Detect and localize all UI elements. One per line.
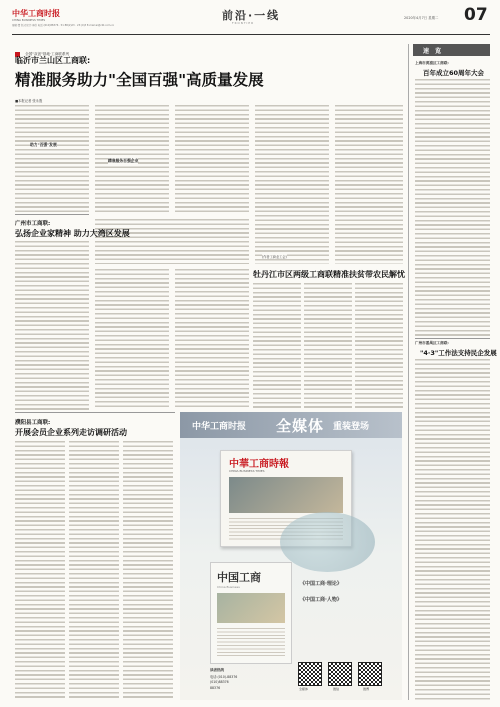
story-a-body-1 <box>15 104 89 214</box>
promo-site-mock <box>210 562 292 664</box>
story-b-body-3 <box>175 268 249 410</box>
story-d-body-1 <box>253 282 301 410</box>
story-a-subhead-2: 精准服务百强企业 <box>108 158 139 163</box>
story-b-headline: 弘扬企业家精神 助力大湾区发展 <box>15 229 130 238</box>
story-d-headline: 牡丹江市区两级工商联精准扶贫带农民解忧 <box>253 270 405 279</box>
contact-line: 编辑:曹 版式设计:李欣 电话:(010)88376 · 51:88(2)23 · 23:(0)3 E-mail:ai@cbt.com.cn <box>12 24 115 27</box>
series-kicker <box>15 44 115 56</box>
story-a-dateline: 临沂市兰山区工商联: <box>15 56 91 65</box>
promo-hotline-label: 读者热线 <box>210 668 224 672</box>
story-a-body-3 <box>175 104 249 214</box>
qr-code-3 <box>358 662 382 686</box>
page-number: 07 <box>464 5 488 25</box>
qr-code-2 <box>328 662 352 686</box>
story-a-byline: ■本报记者 张永胜 <box>15 99 43 103</box>
promo-tagline-1: 《中国工商·理论》 <box>300 581 342 587</box>
promo-tagline-2: 《中国工商·人物》 <box>300 597 342 603</box>
promo-paper-en: CHINA BUSINESS TIMES <box>229 469 265 473</box>
promo-ad <box>180 412 402 700</box>
story-d-body-2 <box>304 282 352 410</box>
promo-graphic-circle <box>280 512 375 572</box>
story-a-body-4 <box>255 104 329 264</box>
story-c-headline: 开展会员企业系列走访调研活动 <box>15 428 127 437</box>
masthead <box>12 6 490 36</box>
sidebar-divider-2 <box>415 338 490 339</box>
story-a-headline: 精准服务助力"全国百强"高质量发展 <box>15 71 264 89</box>
qr-label-2: 微信 <box>333 687 340 691</box>
sidebar-item-1-title: 百年成立60周年大会 <box>423 69 485 77</box>
qr-code-1 <box>298 662 322 686</box>
promo-paper-photo <box>229 477 343 513</box>
story-b-body <box>15 240 89 410</box>
sidebar-header <box>413 44 490 56</box>
divider-2 <box>15 412 175 413</box>
paper-name: 中华工商时报 <box>12 9 60 18</box>
divider-1 <box>15 214 89 215</box>
sidebar-item-2-body <box>415 358 490 700</box>
sidebar-title: 速 览 <box>423 48 444 55</box>
story-b-body-2 <box>95 268 169 410</box>
story-d-caption: (作者工商业工会) <box>262 255 287 259</box>
masthead-divider <box>12 34 490 35</box>
sidebar-divider <box>408 44 409 700</box>
qr-label-3: 微博 <box>363 687 370 691</box>
promo-phone-2: (010)88376 <box>210 680 229 684</box>
story-a-body-5 <box>335 104 403 264</box>
promo-site-lines <box>217 627 285 657</box>
promo-site-en: China Business <box>217 585 240 589</box>
promo-banner-suffix: 重装登场 <box>333 422 370 432</box>
kicker-text: 全国"双创"基地·工商联系列 <box>25 52 70 56</box>
story-c-body-3 <box>123 440 173 700</box>
sidebar-item-1-body <box>415 78 490 336</box>
story-c-body-1 <box>15 440 65 700</box>
promo-site-title: 中国工商 <box>217 571 261 584</box>
story-a-body-6 <box>95 218 249 264</box>
story-a-subhead-1: 助力"百强"发展 <box>30 142 57 147</box>
section-name: 前沿·一线 <box>222 9 281 22</box>
promo-banner-title: 中华工商时报 <box>192 422 247 432</box>
story-b-dateline: 广州市工商联: <box>15 221 51 227</box>
story-c-body-2 <box>69 440 119 700</box>
sidebar-item-2-title: "4·3"工作法支持民企发展 <box>420 349 497 357</box>
date-line: 2020年4月7日 星期二 <box>404 16 439 20</box>
promo-banner-highlight: 全媒体 <box>276 417 325 435</box>
sidebar-item-1-label: 上海市黄浦区工商联: <box>415 61 449 65</box>
promo-site-photo <box>217 593 285 623</box>
story-d-body-3 <box>355 282 403 410</box>
promo-paper-title: 中華工商時報 <box>229 459 289 470</box>
story-c-dateline: 濮阳县工商联: <box>15 420 51 426</box>
paper-subtitle: CHINA BUSINESS TIMES <box>12 18 46 22</box>
promo-phone-3: 88376 <box>210 686 221 690</box>
promo-phone-1: 电话:(010)-88376 <box>210 675 238 679</box>
qr-label-1: 全媒体 <box>299 687 309 691</box>
section-en: FRONTIER <box>232 21 255 25</box>
sidebar-item-2-label: 广州市番禺区工商联: <box>415 341 449 345</box>
